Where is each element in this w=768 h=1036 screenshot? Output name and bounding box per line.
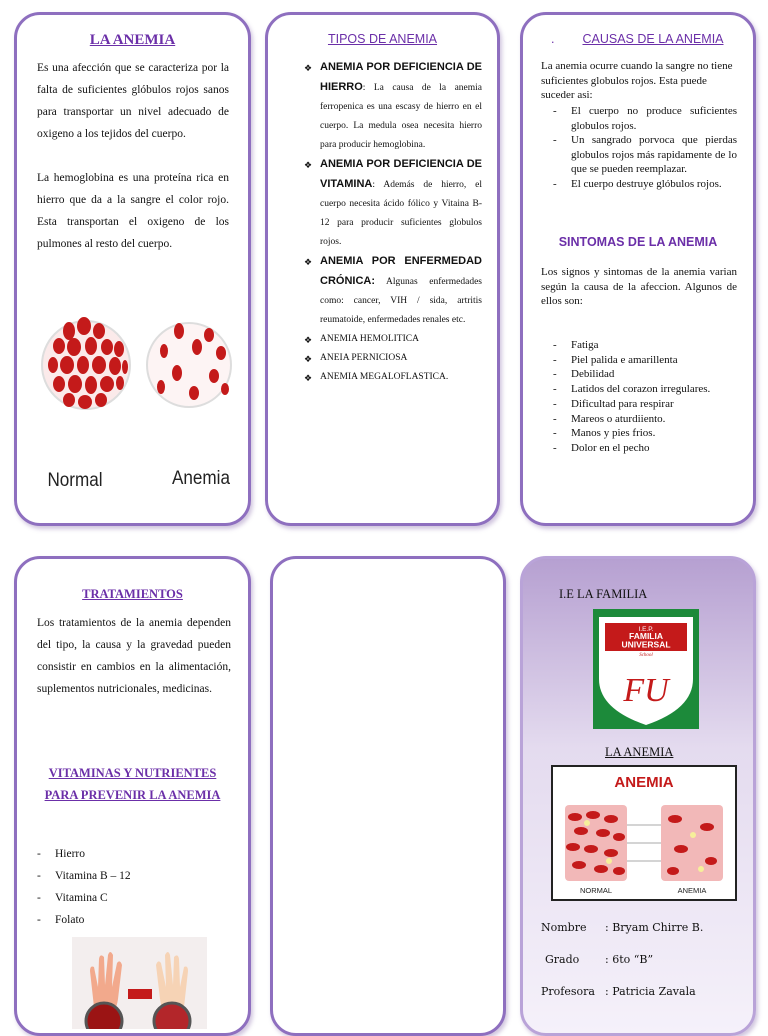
info-value: : Patricia Zavala (605, 985, 696, 998)
list-item: - Dolor en el pecho (541, 441, 737, 456)
symptoms-list (541, 338, 737, 456)
symptoms-title: SINTOMAS DE LA ANEMIA (558, 235, 718, 249)
treatment-paragraph: Los tratamientos de la anemia dependen del tipo, la causa y la gravedad pueden consistir en cambios en la alimentación, suplementos nutricionales, medicinas. (37, 617, 231, 695)
school-logo (593, 609, 699, 729)
student-info (541, 921, 751, 1017)
list-item: - Vitamina B – 12 (25, 865, 225, 887)
blood-magnifier-icon (86, 1003, 122, 1029)
list-item: - El cuerpo no produce suficientes globulos rojos. (541, 104, 737, 133)
nutrients-list (25, 843, 225, 931)
image-label-anemia: ANEMIA (677, 886, 707, 895)
info-label: Grado (545, 953, 580, 966)
list-item: - Mareos o aturdiiento. (541, 412, 737, 427)
list-item: - Folato (25, 909, 225, 931)
definition-paragraph: Es una afección que se caracteriza por la falta de suficientes glóbulos rojos sanos para transportar un nivel adecuado de oxigeno a los tejidos del cuerpo. (37, 62, 229, 140)
list-item: - Manos y pies frios. (541, 426, 737, 441)
list-item: ❖ ANEMIA POR ENFERMEDAD CRÓNICA: Algunas enfermedades como: cancer, VIH / sida, artritis reumatoide, enfermedades renales etc. (304, 252, 482, 330)
list-item: - Dificultad para respirar (541, 397, 737, 412)
panel-la-anemia (14, 12, 251, 526)
hands-blood-illustration (72, 937, 207, 1029)
panel-title: CAUSAS DE LA ANEMIA (582, 32, 724, 46)
causes-intro: La anemia ocurre cuando la sangre no tiene suficientes globulos rojos. Esta puede suceder asi: (541, 60, 733, 101)
anemia-label: Anemia (172, 467, 230, 489)
info-row (541, 921, 751, 953)
panel-tratamientos (14, 556, 251, 1036)
anemia-blood-circle (147, 323, 231, 407)
vitamins-title: VITAMINAS Y NUTRIENTES PARA PREVENIR LA ANEMIA (44, 766, 221, 802)
list-item: - Piel palida e amarillenta (541, 353, 737, 368)
info-value: : 6to “B” (605, 953, 654, 966)
subject-title: LA ANEMIA (605, 745, 674, 759)
list-item: - El cuerpo destruye glóbulos rojos. (541, 177, 737, 192)
panel-tipos (265, 12, 500, 526)
list-item: - Un sangrado porvoca que pierdas globulos rojos más rapidamente de lo que se pueden reemplazar. (541, 133, 737, 177)
image-label-normal: NORMAL (579, 886, 613, 895)
list-item: - Hierro (25, 843, 225, 865)
anemia-vessel (661, 805, 723, 881)
normal-vs-anemia-illustration (39, 281, 234, 505)
list-item: ❖ ANEIA PERNICIOSA (304, 349, 482, 368)
normal-blood-circle (42, 317, 130, 409)
hemoglobin-paragraph: La hemoglobina es una proteína rica en hierro que da a la sangre el color rojo. Esta transportan el oxigeno de los pulmones al resto del cuerpo. (37, 172, 229, 250)
list-item: ❖ ANEMIA HEMOLITICA (304, 330, 482, 349)
panel-title: TIPOS DE ANEMIA (327, 32, 438, 46)
cover-panel (520, 556, 756, 1036)
symptoms-intro: Los signos y sintomas de la anemia varian según la causa de la afeccion. Algunos de ellos son: (541, 266, 737, 307)
info-label: Profesora (541, 985, 595, 998)
panel-title: TRATAMIENTOS (82, 587, 183, 601)
panel-causas (520, 12, 756, 526)
anemia-comparison-image (551, 765, 737, 901)
logo-initials: FU (623, 672, 669, 709)
logo-name-1: FAMILIA (629, 631, 663, 641)
list-item: - Debilidad (541, 367, 737, 382)
list-item: ❖ ANEMIA MEGALOFLASTICA. (304, 368, 482, 387)
causes-list (541, 104, 737, 191)
info-value: : Bryam Chirre B. (605, 921, 704, 934)
anemia-types-list (304, 58, 482, 387)
list-item: - Fatiga (541, 338, 737, 353)
info-label: Nombre (541, 921, 587, 934)
logo-sub: School (639, 653, 653, 658)
list-item: - Latidos del corazon irregulares. (541, 382, 737, 397)
empty-panel (270, 556, 506, 1036)
panel-title: LA ANEMIA (89, 32, 176, 48)
logo-top-text: I.E.P. (638, 626, 654, 633)
list-item: - Vitamina C (25, 887, 225, 909)
logo-name-2: UNIVERSAL (621, 639, 671, 650)
info-row (541, 953, 751, 985)
info-row (541, 985, 751, 1017)
list-item: ❖ ANEMIA POR DEFICIENCIA DE HIERRO: La causa de la anemia ferropenica es una escasy de hierro en el cuerpo. La medula osea necesita hierro para producir hemoglobina. (304, 58, 482, 155)
school-name: I.E LA FAMILIA (559, 587, 648, 601)
blood-magnifier-icon (154, 1003, 190, 1029)
title-dot: . (551, 32, 555, 46)
normal-label: Normal (47, 469, 103, 491)
list-item: ❖ ANEMIA POR DEFICIENCIA DE VITAMINA: Además de hierro, el cuerpo necesita ácido fólico y Vitaina B-12 para producir suficientes globulos rojos. (304, 155, 482, 252)
image-title: ANEMIA (614, 774, 674, 791)
normal-vessel (565, 805, 627, 881)
